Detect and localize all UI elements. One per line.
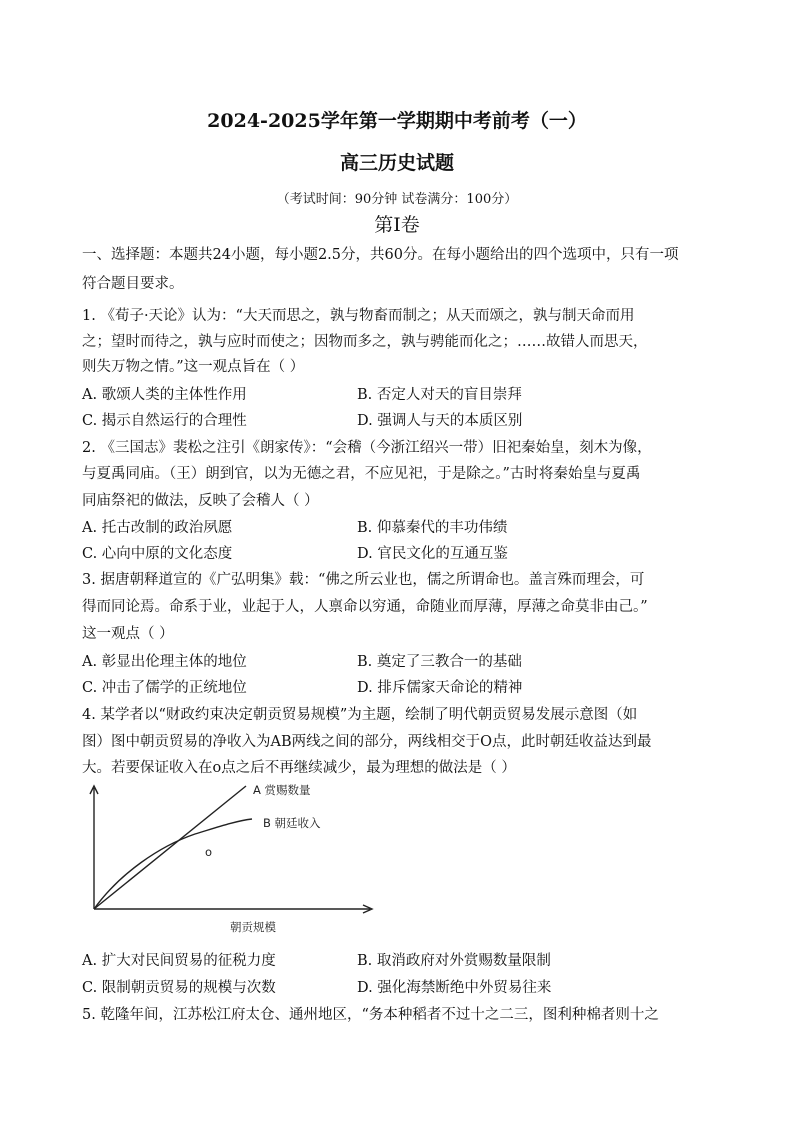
intersection-point-label: o xyxy=(205,845,213,859)
q2-option-c: C. 心向中原的文化态度 xyxy=(82,546,233,562)
q2-option-a: A. 托古改制的政治夙愿 xyxy=(82,520,233,536)
exam-info: （考试时间：90分钟 试卷满分：100分） xyxy=(276,192,518,207)
line-a-label: A 赏赐数量 xyxy=(253,783,311,797)
q4-line-2: 图）图中朝贡贸易的净收入为AB两线之间的部分，两线相交于O点，此时朝廷收益达到最 xyxy=(82,734,652,750)
q1-line-3: 则失万物之情。”这一观点旨在（ ） xyxy=(82,359,305,375)
q2-option-d: D. 官民文化的互通互鉴 xyxy=(357,546,508,562)
q2-option-b: B. 仰慕秦代的丰功伟绩 xyxy=(357,520,508,536)
q1-option-b: B. 否定人对天的盲目崇拜 xyxy=(357,387,522,403)
q5-line-1: 5. 乾隆年间，江苏松江府太仓、通州地区，“务本种稻者不过十之二三，图利种棉者则十之 xyxy=(82,1007,659,1023)
q4-option-b: B. 取消政府对外赏赐数量限制 xyxy=(357,953,551,969)
section-intro-line-2: 符合题目要求。 xyxy=(82,276,184,292)
q1-option-a: A. 歌颂人类的主体性作用 xyxy=(82,387,247,403)
volume-heading: 第Ⅰ卷 xyxy=(374,214,420,236)
line-b xyxy=(94,819,252,909)
line-a xyxy=(94,786,246,909)
q3-option-c: C. 冲击了儒学的正统地位 xyxy=(82,680,247,696)
q4-option-c: C. 限制朝贡贸易的规模与次数 xyxy=(82,980,276,996)
q3-option-a: A. 彰显出伦理主体的地位 xyxy=(82,654,247,670)
exam-subtitle: 高三历史试题 xyxy=(339,152,454,174)
exam-title: 2024-2025学年第一学期期中考前考（一） xyxy=(207,110,587,132)
q2-line-1: 2. 《三国志》裴松之注引《朗家传》：“会稽（今浙江绍兴一带）旧祀秦始皇，刻木为像， xyxy=(82,440,652,456)
section-intro-line-1: 一、选择题：本题共24小题，每小题2.5分，共60分。在每小题给出的四个选项中，只有一项 xyxy=(82,247,679,263)
q2-line-2: 与夏禹同庙。（王）朗到官，以为无德之君，不应见祀，于是除之。”古时将秦始皇与夏禹 xyxy=(82,466,641,482)
q2-line-3: 同庙祭祀的做法，反映了会稽人（ ） xyxy=(82,493,319,509)
q1-line-2: 之；望时而待之，孰与应时而使之；因物而多之，孰与骋能而化之；……故错人而思天， xyxy=(82,334,648,350)
q3-option-b: B. 奠定了三教合一的基础 xyxy=(357,654,522,670)
q4-line-3: 大。若要保证收入在o点之后不再继续减少，最为理想的做法是（ ） xyxy=(82,760,516,776)
tribute-trade-figure xyxy=(80,778,380,938)
q1-option-c: C. 揭示自然运行的合理性 xyxy=(82,413,247,429)
q3-option-d: D. 排斥儒家天命论的精神 xyxy=(357,680,523,696)
q4-line-1: 4. 某学者以“财政约束决定朝贡贸易规模”为主题，绘制了明代朝贡贸易发展示意图（如 xyxy=(82,707,638,723)
line-b-label: B 朝廷收入 xyxy=(263,816,321,830)
q3-line-1: 3. 据唐朝释道宣的《广弘明集》载：“佛之所云业也，儒之所谓命也。盖言殊而理会，可 xyxy=(82,572,645,588)
q3-line-3: 这一观点（ ） xyxy=(82,626,174,642)
q3-line-2: 得而同论焉。命系于业，业起于人，人禀命以穷通，命随业而厚薄，厚薄之命莫非由己。” xyxy=(82,599,648,615)
q1-line-1: 1. 《荀子·天论》认为：“大天而思之，孰与物畜而制之；从天而颂之，孰与制天命而用 xyxy=(82,308,635,324)
q1-option-d: D. 强调人与天的本质区别 xyxy=(357,413,523,429)
q4-option-a: A. 扩大对民间贸易的征税力度 xyxy=(82,953,276,969)
q4-option-d: D. 强化海禁断绝中外贸易往来 xyxy=(357,980,552,996)
x-axis-label: 朝贡规模 xyxy=(230,920,276,934)
